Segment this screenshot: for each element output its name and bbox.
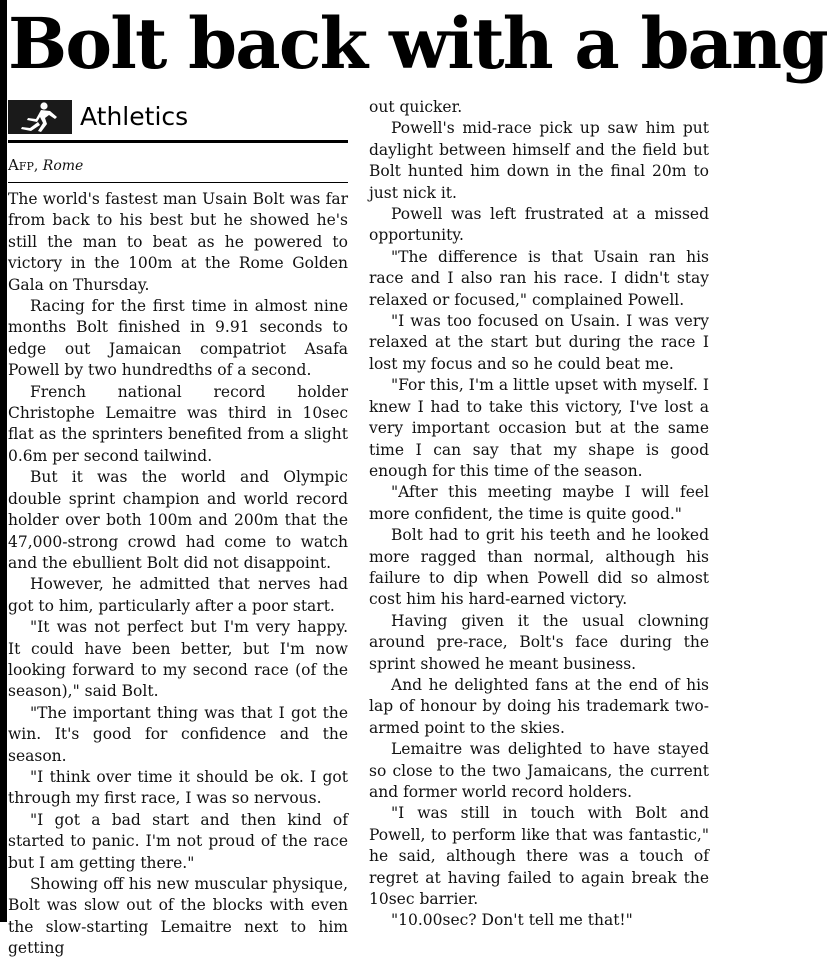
article-paragraph: "For this, I'm a little upset with myself. I knew I had to take this victory, I've lost a very important occasion but at the same time I can say that my shape is good enough for this time of the season. — [369, 376, 709, 480]
article-paragraph: "I think over time it should be ok. I got through my first race, I was so nervous. — [8, 767, 348, 808]
left-margin-rule — [0, 0, 7, 922]
sprinter-icon — [8, 100, 72, 134]
article-paragraph: out quicker. — [369, 98, 463, 116]
article-paragraph: "I was too focused on Usain. I was very relaxed at the start but during the race I lost my focus and so he could beat me. — [369, 312, 709, 373]
column-right — [369, 97, 709, 932]
byline-separator: , — [33, 158, 39, 174]
article-paragraph: "The difference is that Usain ran his race and I also ran his race. I didn't stay relaxed or focused," complained Powell. — [369, 247, 709, 309]
article-paragraph: Powell was left frustrated at a missed opportunity. — [369, 205, 709, 245]
headline: Bolt back with a bang — [8, 2, 827, 85]
article-paragraph: "After this meeting maybe I will feel more confident, the time is quite good." — [369, 483, 709, 523]
article-paragraph: "I was still in touch with Bolt and Powell, to perform like that was fantastic," he said, although there was a touch of regret at having failed to again break the 10sec barrier. — [369, 804, 709, 909]
byline-agency: Afp — [8, 156, 34, 174]
byline-place: Rome — [42, 158, 84, 174]
article-paragraph: "I got a bad start and then kind of started to panic. I'm not proud of the race but I am getting there." — [8, 810, 348, 872]
article-paragraph: Lemaitre was delighted to have stayed so close to the two Jamaicans, the current and former world record holders. — [369, 740, 709, 801]
section-label: Athletics — [80, 102, 189, 131]
section-header — [8, 96, 348, 143]
article-paragraph: Racing for the first time in almost nine months Bolt finished in 9.91 seconds to edge out Jamaican compatriot Asafa Powell by two hundredths of a second. — [8, 297, 348, 380]
article-paragraph: However, he admitted that nerves had got to him, particularly after a poor start. — [8, 575, 348, 615]
article-paragraph: "It was not perfect but I'm very happy. It could have been better, but I'm now looking forward to my second race (of the season)," said Bolt. — [8, 618, 348, 701]
article-paragraph: "The important thing was that I got the win. It's good for confidence and the season. — [8, 703, 348, 765]
byline — [8, 156, 348, 183]
article-paragraph: Powell's mid-race pick up saw him put daylight between himself and the field but Bolt hunted him down in the final 20m to just nick it. — [369, 119, 709, 202]
article-paragraph: And he delighted fans at the end of his lap of honour by doing his trademark two-armed point to the skies. — [369, 675, 709, 737]
article-paragraph: "10.00sec? Don't tell me that!" — [391, 911, 633, 930]
article-paragraph: French national record holder Christophe Lemaitre was third in 10sec flat as the sprinters benefited from a slight 0.6m per second tailwind. — [8, 382, 348, 465]
article-paragraph: But it was the world and Olympic double sprint champion and world record holder over both 100m and 200m that the 47,000-strong crowd had come to watch and the ebullient Bolt did not disappoint. — [8, 468, 348, 572]
article-paragraph: Bolt had to grit his teeth and he looked more ragged than normal, although his failure to dip when Powell did so almost cost him his hard-earned victory. — [369, 526, 709, 609]
article-paragraph: Showing off his new muscular physique, Bolt was slow out of the blocks with even the slow-starting Lemaitre next to him getting — [8, 875, 348, 958]
article-paragraph: Having given it the usual clowning around pre-race, Bolt's face during the sprint showed he meant business. — [369, 611, 709, 673]
article-paragraph: The world's fastest man Usain Bolt was far from back to his best but he showed he's still the man to beat as he powered to victory in the 100m at the Rome Golden Gala on Thursday. — [8, 190, 348, 294]
column-left — [8, 96, 348, 960]
